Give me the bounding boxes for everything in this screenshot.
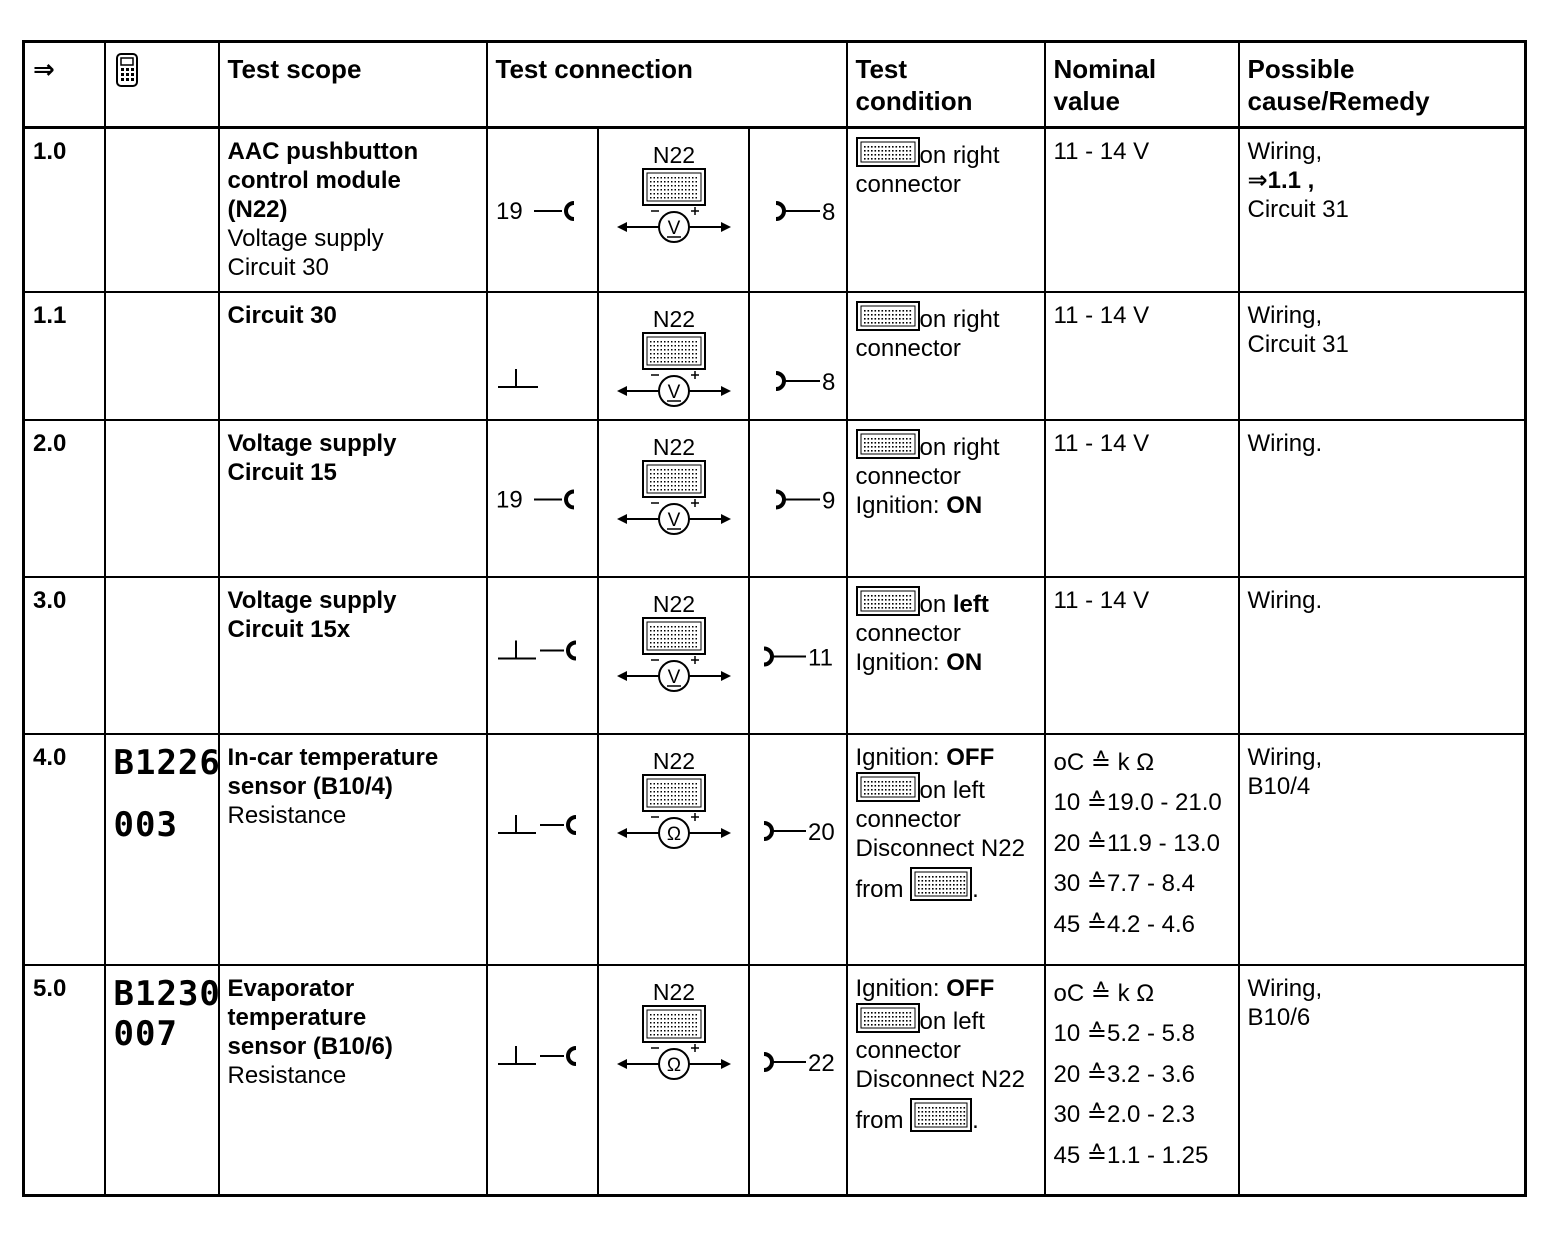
connector-word: connector <box>855 805 961 833</box>
header-scope: Test scope <box>219 42 487 128</box>
module-box-icon <box>643 1006 705 1042</box>
fault-code: B1226 <box>113 742 221 783</box>
test-scope <box>219 128 487 292</box>
connector-text: on left <box>919 1007 985 1035</box>
scope-title-line: Voltage supply <box>227 586 397 614</box>
right-pin-label: 22 <box>807 1049 835 1077</box>
left-pin-label: 19 <box>495 198 523 225</box>
header-arrow: ⇒ <box>24 42 105 128</box>
meter-diagram <box>599 293 750 421</box>
module-label: N22 <box>652 747 695 774</box>
remedy-line: Circuit 31 <box>1247 330 1349 358</box>
scope-title-line: sensor (B10/6) <box>227 1032 393 1060</box>
scope-detail-line: Resistance <box>227 801 347 829</box>
module-label: N22 <box>652 305 695 332</box>
connector-line <box>856 429 1036 462</box>
module-pins-icon <box>650 177 697 199</box>
arrow-left-icon <box>617 514 627 524</box>
test-condition <box>847 420 1045 577</box>
test-table <box>22 40 1527 1197</box>
test-condition <box>847 292 1045 420</box>
possible-remedy <box>1239 577 1526 734</box>
connector-block-icon <box>910 1098 972 1132</box>
handheld-tester-icon <box>114 53 140 87</box>
scope-title-line: In-car temperature <box>227 743 439 771</box>
table-row <box>24 420 1526 577</box>
arrow-right-icon <box>721 828 731 838</box>
test-condition <box>847 577 1045 734</box>
nominal-line: 20 ≙3.2 - 3.6 <box>1053 1060 1196 1088</box>
connection-right <box>749 420 847 577</box>
remedy-line: Wiring, <box>1247 138 1323 165</box>
plus-sign <box>691 656 699 664</box>
module-pins-icon <box>650 469 697 491</box>
ground-icon <box>498 1046 536 1064</box>
module-label: N22 <box>652 433 695 460</box>
plug-icon <box>764 1054 772 1070</box>
test-scope <box>219 734 487 965</box>
connector-block-icon <box>856 429 920 459</box>
meter-symbol: V <box>667 509 680 531</box>
connection-meter <box>598 420 749 577</box>
connector-side: left <box>952 590 989 618</box>
connector-block-icon <box>856 772 920 802</box>
module-pins-icon <box>650 1014 697 1036</box>
scope-title-line: Circuit 15x <box>227 615 351 643</box>
remedy-line: Wiring. <box>1247 586 1323 614</box>
from-text: from <box>855 1106 911 1134</box>
scope-title-line: control module <box>227 167 401 194</box>
connection-meter <box>598 734 749 965</box>
plug-icon <box>764 823 772 839</box>
meter-symbol: V <box>667 666 680 688</box>
step-number: 4.0 <box>24 734 105 965</box>
ignition-label: Ignition: <box>855 491 947 519</box>
meter-symbol: V <box>667 381 680 403</box>
right-pin-label: 8 <box>821 368 835 396</box>
scope-title-line: Circuit 15 <box>227 458 337 486</box>
arrow-left-icon <box>617 828 627 838</box>
connector-line <box>856 586 1036 619</box>
header-remedy: Possible cause/Remedy <box>1239 42 1526 128</box>
scope-title-line: (N22) <box>227 196 288 223</box>
arrow-right-icon <box>721 514 731 524</box>
header-row <box>24 42 1526 128</box>
step-number: 3.0 <box>24 577 105 734</box>
socket-icon <box>568 1048 576 1064</box>
scope-title-line: AAC pushbutton <box>227 138 419 165</box>
left-pin-diagram <box>488 735 599 966</box>
plug-icon <box>776 373 784 389</box>
plus-sign <box>691 371 699 379</box>
scope-detail-line: Voltage supply <box>227 225 384 252</box>
step-number: 5.0 <box>24 965 105 1196</box>
module-label: N22 <box>652 590 695 617</box>
plus-sign <box>691 499 699 507</box>
ignition-line <box>856 648 1036 677</box>
disconnect-text: Disconnect N22 <box>855 834 1025 862</box>
nominal-line: 10 ≙5.2 - 5.8 <box>1053 1020 1196 1047</box>
meter-symbol: V <box>667 218 680 239</box>
nominal-value <box>1045 292 1239 420</box>
end-dot: . <box>972 875 979 903</box>
left-pin-diagram <box>488 293 599 421</box>
possible-remedy <box>1239 128 1526 292</box>
header-connection: Test connection <box>487 42 847 128</box>
fault-codes <box>105 420 219 577</box>
module-box-icon <box>643 618 705 654</box>
scope-title-line: sensor (B10/4) <box>227 772 393 800</box>
end-dot: . <box>972 1106 979 1134</box>
module-pins-icon <box>650 783 697 805</box>
remedy-line: Wiring, <box>1247 301 1323 329</box>
connector-line <box>856 301 1036 334</box>
meter-symbol: Ω <box>666 1054 681 1076</box>
connection-left <box>487 734 598 965</box>
test-condition <box>847 128 1045 292</box>
ignition-state: OFF <box>946 743 995 771</box>
connector-prefix: on <box>919 590 953 618</box>
left-pin-diagram <box>488 578 599 735</box>
nominal-value <box>1045 734 1239 965</box>
test-scope <box>219 420 487 577</box>
fault-codes <box>105 292 219 420</box>
right-pin-label: 11 <box>807 644 833 671</box>
nominal-line: 10 ≙19.0 - 21.0 <box>1053 789 1222 816</box>
meter-symbol: Ω <box>666 823 681 845</box>
nominal-value <box>1045 420 1239 577</box>
left-pin-label: 19 <box>495 486 523 513</box>
table-row <box>24 734 1526 965</box>
plug-icon <box>764 648 772 664</box>
remedy-line: Wiring. <box>1247 429 1323 457</box>
ground-icon <box>498 815 536 833</box>
fault-codes <box>105 734 219 965</box>
right-pin-diagram <box>750 293 848 421</box>
module-pins-icon <box>650 341 697 363</box>
fault-code: B1230 <box>113 973 221 1014</box>
fault-codes <box>105 965 219 1196</box>
connector-text: on right <box>919 433 1000 461</box>
disconnect-text: Disconnect N22 <box>855 1065 1025 1093</box>
ground-icon <box>498 640 536 658</box>
socket-icon <box>566 203 574 219</box>
connector-line <box>856 772 1036 805</box>
nominal-line: 45 ≙1.1 - 1.25 <box>1053 1141 1209 1169</box>
module-box-icon <box>643 333 705 369</box>
nominal-line: 11 - 14 V <box>1053 138 1150 165</box>
connection-left <box>487 965 598 1196</box>
nominal-value <box>1045 128 1239 292</box>
connection-left <box>487 577 598 734</box>
right-pin-diagram <box>750 966 848 1197</box>
module-box-icon <box>643 461 705 497</box>
arrow-left-icon <box>617 222 627 232</box>
nominal-line: 45 ≙4.2 - 4.6 <box>1053 910 1196 938</box>
fault-codes <box>105 577 219 734</box>
meter-diagram <box>599 735 750 966</box>
test-condition <box>847 734 1045 965</box>
connection-left <box>487 128 598 292</box>
from-line <box>856 1098 1036 1135</box>
step-number: 1.0 <box>24 128 105 292</box>
plug-icon <box>776 491 784 507</box>
remedy-line: ⇒1.1 , <box>1247 167 1315 194</box>
connection-meter <box>598 965 749 1196</box>
connector-text: on right <box>919 142 1000 169</box>
nominal-line: 11 - 14 V <box>1053 301 1150 329</box>
connector-text: on left <box>919 776 985 804</box>
right-pin-label: 9 <box>821 487 835 514</box>
meter-diagram <box>599 421 750 578</box>
nominal-line: oC ≙ k Ω <box>1053 748 1155 776</box>
scope-title-line: temperature <box>227 1003 367 1031</box>
test-scope <box>219 965 487 1196</box>
from-line <box>856 867 1036 904</box>
connection-meter <box>598 128 749 292</box>
fault-codes <box>105 128 219 292</box>
arrow-left-icon <box>617 386 627 396</box>
connector-word: connector <box>855 334 961 362</box>
connection-right <box>749 292 847 420</box>
table-row <box>24 292 1526 420</box>
connector-word: connector <box>855 171 961 198</box>
left-pin-diagram <box>488 966 599 1197</box>
ignition-line <box>856 974 1036 1003</box>
test-scope <box>219 292 487 420</box>
left-pin-diagram <box>488 421 599 578</box>
connector-block-icon <box>856 1003 920 1033</box>
fault-code: 007 <box>113 1013 178 1054</box>
remedy-line: Wiring, <box>1247 743 1323 771</box>
nominal-line: 20 ≙11.9 - 13.0 <box>1053 829 1220 857</box>
arrow-right-icon <box>721 222 731 232</box>
possible-remedy <box>1239 965 1526 1196</box>
connector-block-icon <box>856 137 920 167</box>
plus-sign <box>691 1044 699 1052</box>
connector-text: on right <box>919 305 1000 333</box>
nominal-line: oC ≙ k Ω <box>1053 979 1155 1007</box>
left-pin-diagram <box>488 129 599 293</box>
possible-remedy <box>1239 734 1526 965</box>
header-condition: Test condition <box>847 42 1045 128</box>
module-box-icon <box>643 775 705 811</box>
nominal-line: 11 - 14 V <box>1053 586 1150 614</box>
arrow-left-icon <box>617 1059 627 1069</box>
from-text: from <box>855 875 911 903</box>
scope-title-line: Voltage supply <box>227 429 397 457</box>
connector-line <box>856 1003 1036 1036</box>
connector-block-icon <box>856 586 920 616</box>
connection-left <box>487 420 598 577</box>
nominal-value <box>1045 577 1239 734</box>
connection-right <box>749 965 847 1196</box>
connector-word: connector <box>855 1036 961 1064</box>
ignition-state: OFF <box>946 974 995 1002</box>
nominal-line: 30 ≙7.7 - 8.4 <box>1053 870 1196 897</box>
remedy-line: Circuit 31 <box>1247 196 1349 223</box>
module-label: N22 <box>652 142 695 168</box>
connection-right <box>749 577 847 734</box>
plus-sign <box>691 207 699 215</box>
ignition-label: Ignition: <box>855 974 947 1002</box>
header-nominal: Nominal value <box>1045 42 1239 128</box>
socket-icon <box>566 491 574 507</box>
module-label: N22 <box>652 978 695 1005</box>
connector-line <box>856 137 1036 170</box>
nominal-line: 11 - 14 V <box>1053 429 1150 457</box>
socket-icon <box>568 817 576 833</box>
module-pins-icon <box>650 626 697 648</box>
possible-remedy <box>1239 292 1526 420</box>
table-row <box>24 128 1526 292</box>
connector-block-icon <box>856 301 920 331</box>
ignition-state: ON <box>946 491 983 519</box>
connection-meter <box>598 577 749 734</box>
table-row <box>24 577 1526 734</box>
connector-block-icon <box>910 867 972 901</box>
header-tester <box>105 42 219 128</box>
remedy-line: B10/4 <box>1247 772 1311 800</box>
scope-detail-line: Resistance <box>227 1061 347 1089</box>
module-box-icon <box>643 169 705 205</box>
test-condition <box>847 965 1045 1196</box>
arrow-right-icon <box>721 671 731 681</box>
ignition-state: ON <box>946 648 983 676</box>
arrow-right-icon <box>721 386 731 396</box>
connection-right <box>749 128 847 292</box>
right-pin-diagram <box>750 421 848 578</box>
meter-diagram <box>599 129 750 293</box>
socket-icon <box>568 642 576 658</box>
ignition-line <box>856 743 1036 772</box>
step-number: 1.1 <box>24 292 105 420</box>
remedy-line: Wiring, <box>1247 974 1323 1002</box>
connector-word: connector <box>855 619 961 647</box>
connector-word: connector <box>855 462 961 490</box>
ignition-label: Ignition: <box>855 743 947 771</box>
connection-meter <box>598 292 749 420</box>
meter-diagram <box>599 966 750 1197</box>
test-scope <box>219 577 487 734</box>
scope-title-line: Evaporator <box>227 974 355 1002</box>
nominal-line: 30 ≙2.0 - 2.3 <box>1053 1101 1196 1128</box>
right-pin-label: 8 <box>821 199 835 226</box>
right-pin-diagram <box>750 578 848 735</box>
ignition-label: Ignition: <box>855 648 947 676</box>
arrow-right-icon <box>721 1059 731 1069</box>
right-pin-diagram <box>750 129 848 293</box>
meter-diagram <box>599 578 750 735</box>
step-number: 2.0 <box>24 420 105 577</box>
table-row <box>24 965 1526 1196</box>
ignition-line <box>856 491 1036 520</box>
arrow-left-icon <box>617 671 627 681</box>
possible-remedy <box>1239 420 1526 577</box>
right-pin-label: 20 <box>807 818 835 846</box>
scope-title-line: Circuit 30 <box>227 301 337 329</box>
scope-detail-line: Circuit 30 <box>227 254 329 281</box>
remedy-line: B10/6 <box>1247 1003 1311 1031</box>
connection-right <box>749 734 847 965</box>
connection-left <box>487 292 598 420</box>
plus-sign <box>691 813 699 821</box>
nominal-value <box>1045 965 1239 1196</box>
plug-icon <box>776 203 784 219</box>
fault-code: 003 <box>113 804 178 845</box>
right-pin-diagram <box>750 735 848 966</box>
ground-icon <box>498 369 538 387</box>
